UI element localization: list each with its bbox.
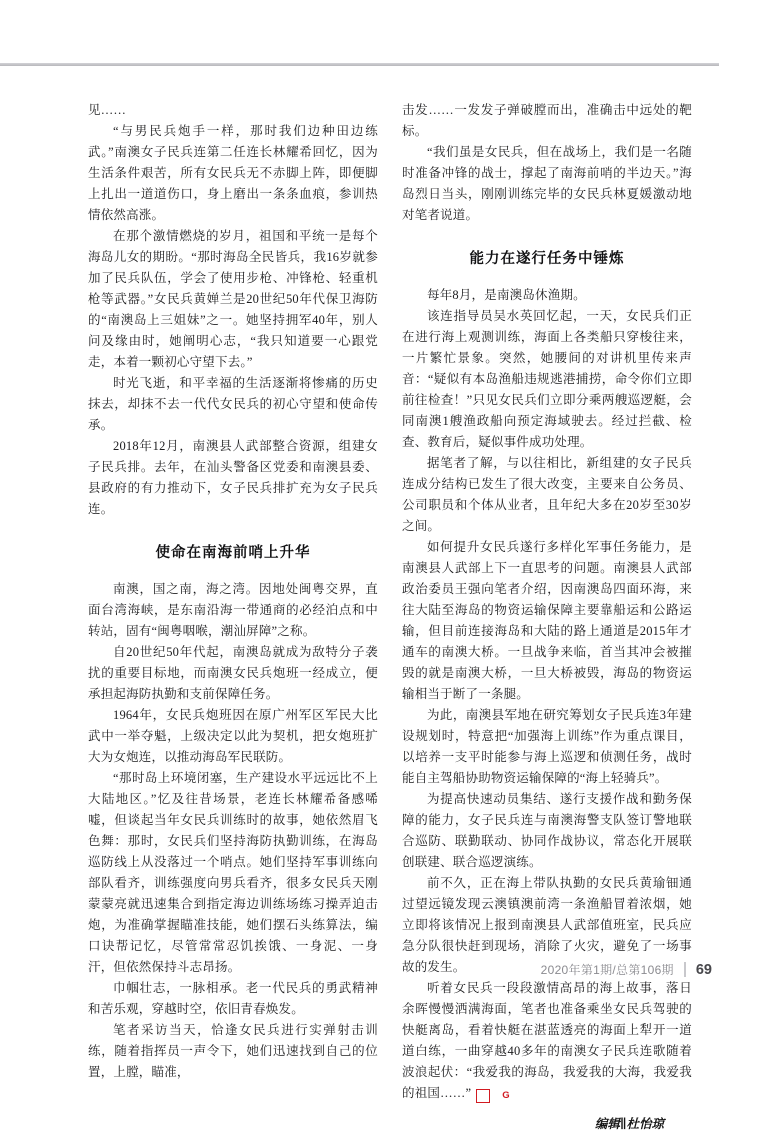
body-paragraph: 南澳，国之南，海之湾。因地处闽粤交界，直面台湾海峡，是东南沿海一带通商的必经泊点和中转站，固有“闽粤咽喉，潮汕屏障”之称。	[88, 582, 378, 638]
editor-credit: 编辑∥杜怡琼	[594, 1117, 664, 1131]
article-end-icon: G	[476, 1089, 490, 1103]
body-paragraph: 听着女民兵一段段激情高昂的海上故事，落日余晖慢慢洒满海面，笔者也准备乘坐女民兵驾驶的快艇离岛，看着快艇在湛蓝透亮的海面上犁开一道道白练，一曲穿越40多年的南澳女子民兵连歌随着波浪起伏：“我爱我的海岛，我爱我的大海，我爱我的祖国……” G	[402, 981, 692, 1101]
body-paragraph: 时光飞逝，和平幸福的生活逐渐将惨痛的历史抹去，却抹不去一代代女民兵的初心守望和使命传承。	[88, 376, 378, 432]
left-column	[88, 100, 378, 1132]
body-paragraph: 为此，南澳县军地在研究筹划女子民兵连3年建设规划时，特意把“加强海上训练”作为重点课目，以培养一支平时能参与海上巡逻和侦测任务，战时能自主驾船协助物资运输保障的“海上轻骑兵”。	[402, 708, 692, 785]
body-paragraph: 每年8月，是南澳岛休渔期。	[427, 288, 586, 302]
body-paragraph: 自20世纪50年代起，南澳岛就成为敌特分子袭扰的重要目标地，而南澳女民兵炮班一经成立，便承担起海防执勤和支前保障任务。	[88, 645, 378, 701]
body-paragraph: 1964年，女民兵炮班因在原广州军区军民大比武中一举夺魁，上级决定以此为契机，把女炮班扩大为女炮连，以推动海岛军民联防。	[88, 708, 378, 764]
body-paragraph: 笔者采访当天，恰逢女民兵进行实弹射击训练，随着指挥员一声令下，她们迅速找到自己的位置，上膛，瞄准，	[88, 1023, 378, 1079]
body-paragraph: “与男民兵炮手一样，那时我们边种田边练武。”南澳女子民兵连第二任连长林耀希回忆，因为生活条件艰苦，所有女民兵无不赤脚上阵，即便脚上扎出一道道伤口，身上磨出一条条血痕，参训热情依然高涨。	[88, 124, 378, 222]
body-paragraph: 在那个激情燃烧的岁月，祖国和平统一是每个海岛儿女的期盼。“那时海岛全民皆兵，我16岁就参加了民兵队伍，学会了使用步枪、冲锋枪、轻重机枪等武器。”女民兵黄婵兰是20世纪50年代保卫海防的“南澳岛上三姐妹”之一。她坚持拥军40年，别人问及缘由时，她阐明心志，“我只知道要一心跟党走，本着一颗初心守望下去。”	[88, 229, 378, 369]
body-paragraph: 前不久，正在海上带队执勤的女民兵黄瑜钿通过望远镜发现云澳镇澳前湾一条渔船冒着浓烟，她立即将该情况上报到南澳县人武部值班室，民兵应急分队很快赶到现场，消除了火灾，避免了一场事故的发生。	[402, 876, 692, 974]
body-paragraph: 如何提升女民兵遂行多样化军事任务能力，是南澳县人武部上下一直思考的问题。南澳县人武部政治委员王强向笔者介绍，因南澳岛四面环海，来往大陆至海岛的物资运输保障主要靠船运和公路运输，但目前连接海岛和大陆的路上通道是2015年才通车的南澳大桥。一旦战争来临，首当其冲会被摧毁的就是南澳大桥，一旦大桥被毁，海岛的物资运输相当于断了一条腿。	[402, 540, 692, 701]
body-paragraph: 据笔者了解，与以往相比，新组建的女子民兵连成分结构已发生了很大改变，主要来自公务员、公司职员和个体从业者，且年纪大多在20岁至30岁之间。	[402, 456, 692, 533]
body-paragraph: 见……	[88, 103, 127, 117]
body-paragraph: 为提高快速动员集结、遂行支援作战和勤务保障的能力，女子民兵连与南澳海警支队签订警地联合巡防、联勤联动、协同作战协议，常态化开展联创联建、联合巡逻演练。	[402, 792, 692, 869]
body-paragraph: “我们虽是女民兵，但在战场上，我们是一名随时准备冲锋的战士，撑起了南海前哨的半边天。”海岛烈日当头，刚刚训练完毕的女民兵林夏媛激动地对笔者说道。	[402, 145, 692, 222]
body-paragraph: 巾帼壮志，一脉相承。老一代民兵的勇武精神和苦乐观，穿越时空，依旧青春焕发。	[88, 981, 378, 1016]
body-paragraph: 2018年12月，南澳县人武部整合资源，组建女子民兵排。去年，在汕头警备区党委和南澳县委、县政府的有力推动下，女子民兵排扩充为女子民兵连。	[88, 439, 378, 516]
section-heading: 使命在南海前哨上升华	[155, 545, 311, 561]
header-rule	[0, 63, 719, 66]
body-paragraph: 击发……一发发子弹破膛而出，准确击中远处的靶标。	[402, 103, 692, 138]
footer-issue-label: 2020年第1期/总第106期	[540, 963, 674, 977]
body-paragraph: 该连指导员吴水英回忆起，一天，女民兵们正在进行海上观测训练，海面上各类船只穿梭往来，一片繁忙景象。突然，她腰间的对讲机里传来声音：“疑似有本岛渔船违规逃港捕捞，命令你们立即前往检查！”只见女民兵们立即分乘两艘巡逻艇，会同南澳1艘渔政船向预定海域驶去。经过拦截、检查、教育后，疑似事件成功处理。	[402, 309, 692, 449]
body-paragraph: “那时岛上环境闭塞，生产建设水平远远比不上大陆地区。”忆及往昔场景，老连长林耀希备感唏嘘，但谈起当年女民兵训练时的故事，她依然眉飞色舞：那时，女民兵们坚持海防执勤训练，在海岛巡防线上从没落过一个哨点。她们坚持军事训练向部队看齐，训练强度向男兵看齐，很多女民兵天刚蒙蒙亮就迅速集合到指定海边训练场练习操弄迫击炮，为准确掌握瞄准技能，她们摆石头练算法，编口诀帮记忆，尽管常常忍饥挨饿、一身泥、一身汗，但依然保持斗志昂扬。	[88, 771, 378, 974]
footer-divider	[684, 962, 686, 977]
page-footer	[541, 961, 712, 978]
page-number: 69	[695, 961, 712, 978]
section-heading: 能力在遂行任务中锤炼	[469, 251, 625, 267]
